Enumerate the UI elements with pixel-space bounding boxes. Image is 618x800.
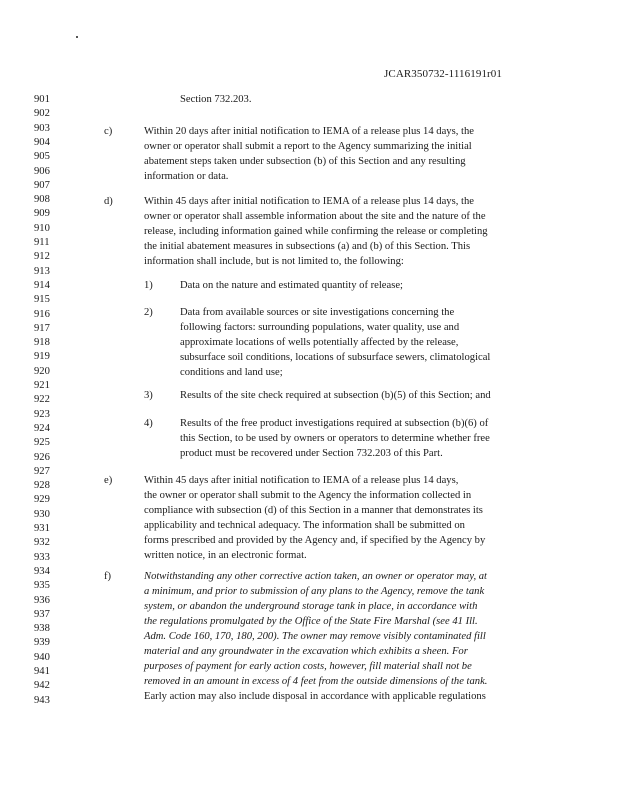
- line-number: 920: [34, 365, 50, 377]
- line-number: 925: [34, 437, 50, 449]
- line-number: 916: [34, 308, 50, 320]
- line-number: 918: [34, 337, 50, 349]
- line-number: 905: [34, 151, 50, 163]
- line-number: 936: [34, 594, 50, 606]
- line-number: 901: [34, 94, 50, 105]
- text-line: Within 20 days after initial notification to IEMA of a release plus 14 days, the: [144, 126, 474, 137]
- document-id: JCAR350732-1116191r01: [384, 68, 503, 80]
- text-line: Data from available sources or site investigations concerning the: [180, 307, 455, 318]
- text-line: product must be recovered under Section 732.203 of this Part.: [180, 448, 443, 459]
- line-number: 904: [34, 136, 50, 148]
- line-number: 924: [34, 422, 50, 434]
- text-line: Data on the nature and estimated quantity of release;: [180, 280, 403, 291]
- text-line: forms prescribed and provided by the Agency and, if specified by the Agency by: [144, 535, 486, 546]
- text-line: subsurface soil conditions, locations of subsurface sewers, climatological: [180, 352, 491, 363]
- line-number: 939: [34, 637, 50, 649]
- text-line: this Section, to be used by owners or operators to determine whether free: [180, 433, 490, 444]
- text-line: system, or abandon the underground storage tank in place, in accordance with: [144, 601, 478, 612]
- line-number: 911: [34, 237, 50, 248]
- text-line: removed in an amount in excess of 4 feet from the outside dimensions of the tank.: [144, 676, 488, 687]
- line-number: 929: [34, 494, 50, 506]
- line-number: 909: [34, 208, 50, 220]
- text-line: Results of the free product investigations required at subsection (b)(6) of: [180, 418, 489, 429]
- line-number: 914: [34, 279, 50, 291]
- text-line: Early action may also include disposal in accordance with applicable regulations: [144, 691, 486, 702]
- line-number: 922: [34, 394, 50, 406]
- item-label-4: 4): [144, 418, 153, 429]
- scan-speck: [76, 36, 78, 38]
- text-line: owner or operator shall assemble information about the site and the nature of the: [144, 211, 486, 222]
- line-number: 915: [34, 294, 50, 306]
- item-label-1: 1): [144, 280, 153, 291]
- subsection-label-d: d): [104, 196, 113, 207]
- line-number: 935: [34, 580, 50, 592]
- line-number: 919: [34, 351, 50, 363]
- subsection-label-c: c): [104, 126, 113, 137]
- line-number: 902: [34, 108, 50, 120]
- text-line: abatement steps taken under subsection (b) of this Section and any resulting: [144, 156, 466, 167]
- text-line: owner or operator shall submit a report to the Agency summarizing the initial: [144, 141, 472, 152]
- line-number: 923: [34, 408, 50, 420]
- line-number: 934: [34, 565, 50, 577]
- line-number: 937: [34, 608, 50, 620]
- line-number: 933: [34, 551, 50, 563]
- line-number: 917: [34, 322, 50, 334]
- line-number: 910: [34, 222, 50, 234]
- text-line: a minimum, and prior to submission of any plans to the Agency, remove the tank: [144, 586, 485, 597]
- text-line: following factors: surrounding populations, water quality, use and: [180, 322, 460, 333]
- text-line: purposes of payment for early action costs, however, fill material shall not be: [144, 661, 472, 672]
- line-number: 907: [34, 179, 50, 191]
- line-number: 938: [34, 623, 50, 635]
- text-line: the regulations promulgated by the Office of the State Fire Marshal (see 41 Ill.: [144, 616, 478, 627]
- text-line: Adm. Code 160, 170, 180, 200). The owner may remove visibly contaminated fill: [144, 631, 486, 642]
- text-line: Within 45 days after initial notification to IEMA of a release plus 14 days,: [144, 475, 459, 486]
- line-number: 928: [34, 480, 50, 492]
- text-line: information shall include, but is not limited to, the following:: [144, 256, 404, 267]
- text-line: applicability and technical adequacy. The information shall be submitted on: [144, 520, 465, 531]
- line-number: 926: [34, 451, 50, 463]
- line-number: 932: [34, 537, 50, 549]
- line-number: 941: [34, 666, 50, 677]
- item-label-3: 3): [144, 390, 153, 401]
- line-number: 943: [34, 694, 50, 706]
- line-number: 930: [34, 508, 50, 520]
- text-line: compliance with subsection (d) of this Section in a manner that demonstrates its: [144, 505, 483, 516]
- line-number: 906: [34, 165, 50, 177]
- text-line: Notwithstanding any other corrective action taken, an owner or operator may, at: [144, 571, 487, 582]
- line-number: 942: [34, 680, 50, 692]
- text-line: conditions and land use;: [180, 367, 283, 378]
- line-number: 913: [34, 265, 50, 277]
- text-line: Within 45 days after initial notification to IEMA of a release plus 14 days, the: [144, 196, 474, 207]
- text-line: written notice, in an electronic format.: [144, 550, 307, 561]
- text-line: the owner or operator shall submit to the Agency the information collected in: [144, 490, 472, 501]
- line-number: 912: [34, 251, 50, 263]
- line-number: 931: [34, 523, 50, 534]
- subsection-label-e: e): [104, 475, 113, 486]
- text-line: the initial abatement measures in subsections (a) and (b) of this Section. This: [144, 241, 471, 252]
- line-number: 940: [34, 651, 50, 663]
- text-line: information or data.: [144, 171, 229, 182]
- text-line: Section 732.203.: [180, 94, 252, 105]
- line-number: 903: [34, 122, 50, 134]
- line-number: 908: [34, 194, 50, 206]
- text-line: approximate locations of wells potentially affected by the release,: [180, 337, 459, 348]
- subsection-label-f: f): [104, 571, 112, 582]
- text-line: Results of the site check required at subsection (b)(5) of this Section; and: [180, 390, 491, 401]
- item-label-2: 2): [144, 307, 153, 318]
- text-line: release, including information gained while confirming the release or completing: [144, 226, 488, 237]
- line-number: 921: [34, 380, 50, 391]
- text-line: material and any groundwater in the excavation which exhibits a sheen. For: [144, 646, 468, 657]
- line-number: 927: [34, 465, 50, 477]
